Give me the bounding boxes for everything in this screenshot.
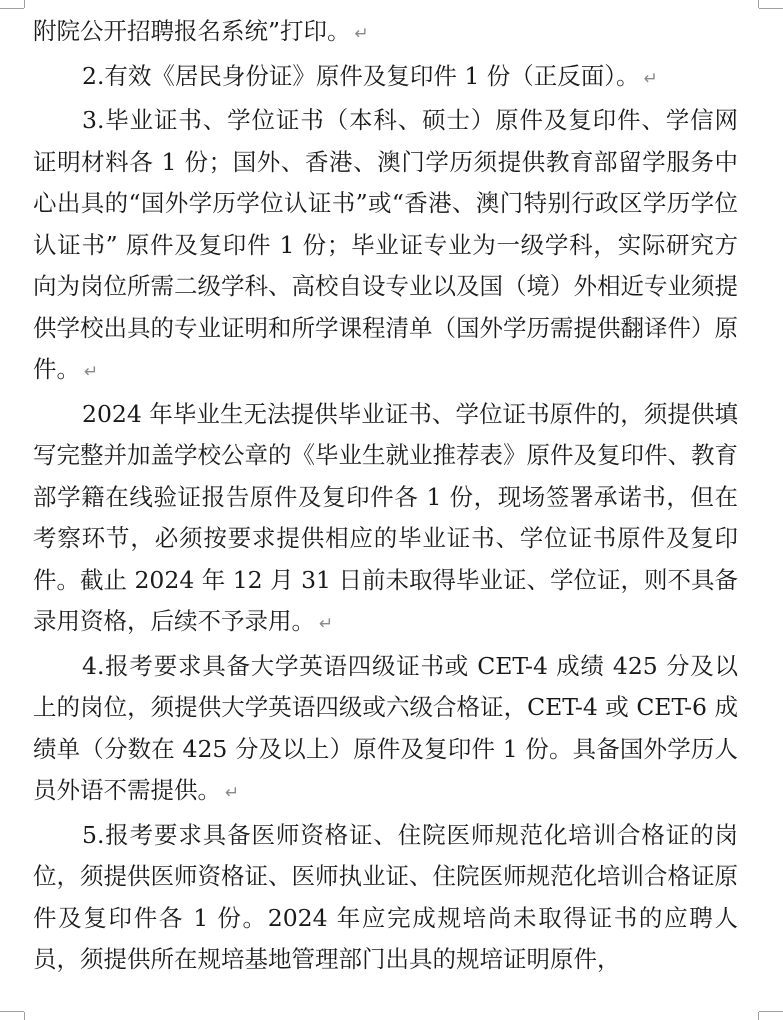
document-body[interactable] bbox=[33, 11, 738, 981]
paragraph[interactable] bbox=[33, 100, 738, 394]
paragraph[interactable] bbox=[33, 646, 738, 815]
paragraph[interactable] bbox=[33, 394, 738, 646]
paragraph-mark-icon: ↵ bbox=[319, 614, 334, 634]
crop-mark bbox=[758, 1012, 759, 1020]
paragraph-mark-icon: ↵ bbox=[354, 24, 369, 44]
crop-mark bbox=[759, 8, 783, 9]
crop-mark bbox=[24, 0, 25, 8]
paragraph-text: 2.有效《居民身份证》原件及复印件 1 份（正反面）。 bbox=[82, 61, 640, 90]
paragraph-text: 4.报考要求具备大学英语四级证书或 CET-4 成绩 425 分及以上的岗位，须提供大学英语四级或六级合格证，CET-4 或 CET-6 成绩单（分数在 425 分及以上）原件及复印件 1 份。具备国外学历人员外语不需提供。 bbox=[33, 651, 738, 804]
paragraph-mark-icon: ↵ bbox=[84, 362, 99, 382]
crop-mark bbox=[0, 8, 24, 9]
paragraph[interactable] bbox=[33, 11, 738, 56]
crop-mark bbox=[759, 1011, 783, 1012]
crop-mark bbox=[0, 1011, 24, 1012]
paragraph[interactable] bbox=[33, 56, 738, 101]
paragraph-mark-icon: ↵ bbox=[643, 68, 658, 89]
crop-mark bbox=[758, 0, 759, 8]
paragraph-text: 3.毕业证书、学位证书（本科、硕士）原件及复印件、学信网证明材料各 1 份；国外、香港、澳门学历须提供教育部留学服务中心出具的“国外学历学位认证书”或“香港、澳门特别行政区学历学位认证书” 原件及复印件 1 份；毕业证专业为一级学科，实际研究方向为岗位所需二级学科、高校自设专业以及国（境）外相近专业须提供学校出具的专业证明和所学课程清单（国外学历需提供翻译件）原件。 bbox=[33, 106, 738, 383]
paragraph-text: 5.报考要求具备医师资格证、住院医师规范化培训合格证的岗位，须提供医师资格证、医师执业证、住院医师规范化培训合格证原件及复印件各 1 份。2024 年应完成规培尚未取得证书的应聘人员，须提供所在规培基地管理部门出具的规培证明原件， bbox=[33, 820, 738, 973]
paragraph-mark-icon: ↵ bbox=[225, 783, 240, 803]
crop-mark bbox=[24, 1012, 25, 1020]
paragraph-text: 附院公开招聘报名系统”打印。 bbox=[33, 17, 351, 45]
paragraph[interactable] bbox=[33, 815, 738, 981]
paragraph-text: 2024 年毕业生无法提供毕业证书、学位证书原件的，须提供填写完整并加盖学校公章的《毕业生就业推荐表》原件及复印件、教育部学籍在线验证报告原件及复印件各 1 份，现场签署承诺书，但在考察环节，必须按要求提供相应的毕业证书、学位证书原件及复印件。截止 2024 年 12 月 31 日前未取得毕业证、学位证，则不具备录用资格，后续不予录用。 bbox=[33, 399, 738, 635]
